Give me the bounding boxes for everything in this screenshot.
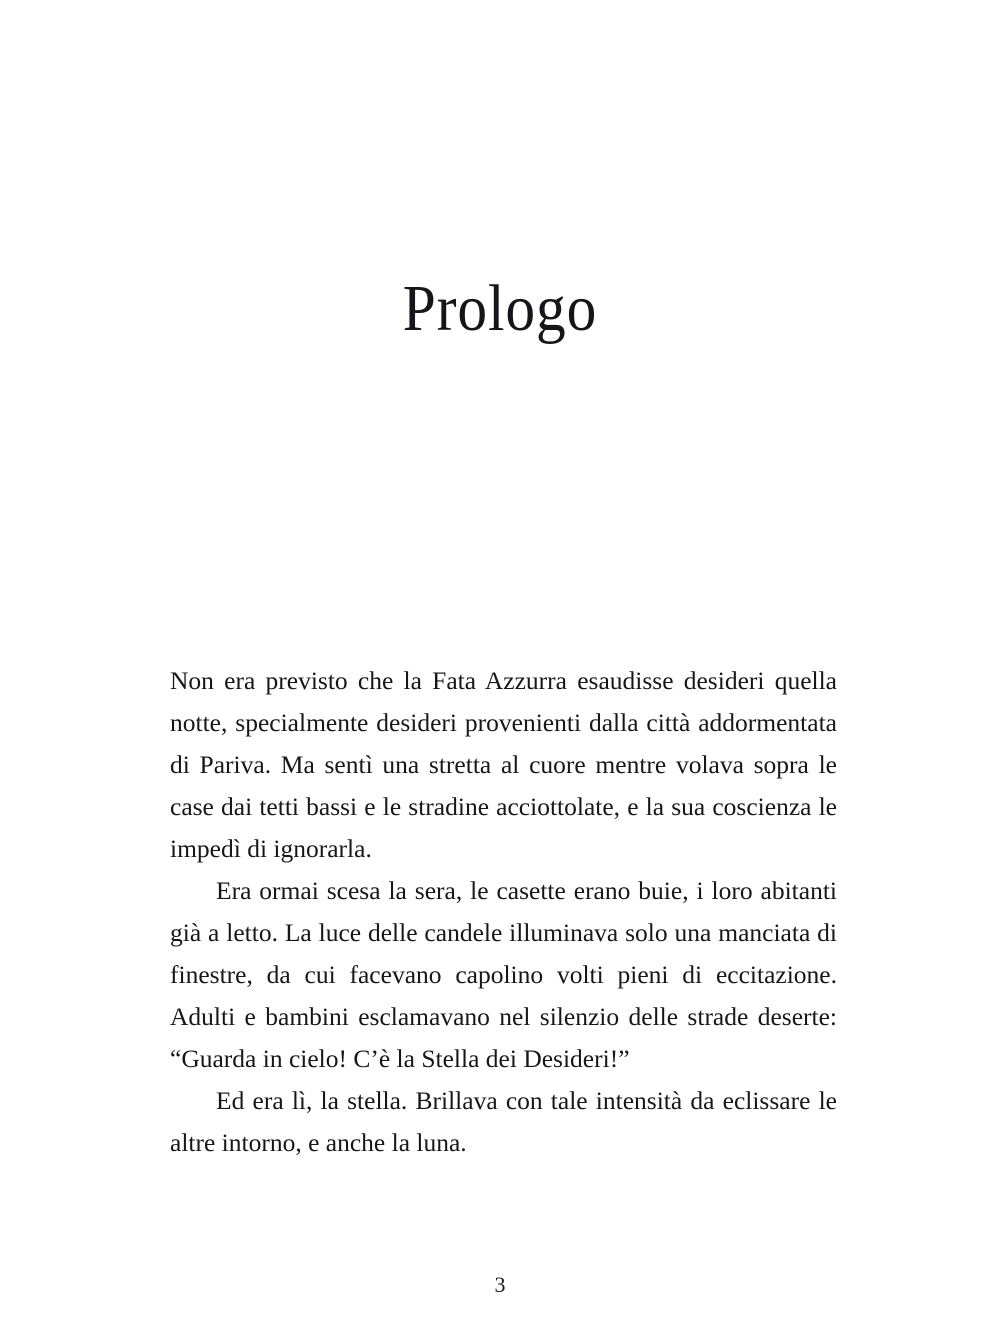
paragraph-1: Non era previsto che la Fata Azzurra esaudisse desideri quella notte, specialmente desideri provenienti dalla città addormentata di Pariva. Ma sentì una stretta al cuore mentre volava sopra le case dai tetti bassi e le stradine acciottolate, e la sua coscienza le impedì di ignorarla.: [170, 666, 837, 863]
body-text: [170, 660, 837, 1164]
paragraph-3: Ed era lì, la stella. Brillava con tale intensità da eclissare le altre intorno, e anche la luna.: [170, 1086, 837, 1157]
page-number: 3: [494, 1272, 506, 1297]
paragraph-2: Era ormai scesa la sera, le casette erano buie, i loro abitanti già a letto. La luce delle candele illuminava solo una manciata di finestre, da cui facevano capolino volti pieni di eccitazione. Adulti e bambini esclamavano nel silenzio delle strade deserte: “Guarda in cielo! C’è la Stella dei Desideri!”: [170, 876, 837, 1073]
page-title: Prologo: [402, 272, 598, 346]
